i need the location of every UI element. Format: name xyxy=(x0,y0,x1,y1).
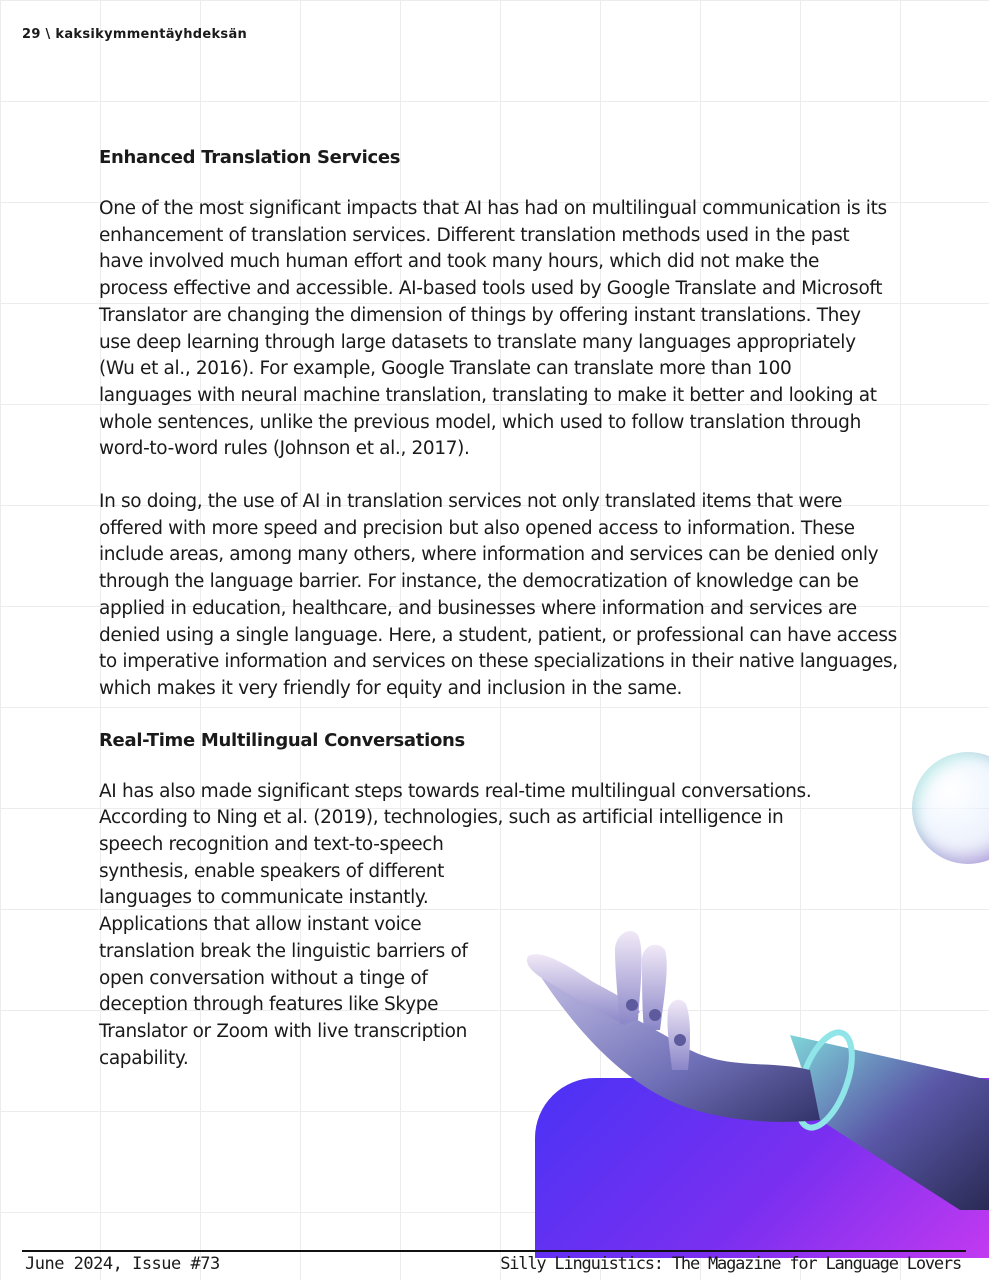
paragraph xyxy=(99,779,889,1073)
footer-divider xyxy=(22,1250,966,1252)
footer-issue: June 2024, Issue #73 xyxy=(25,1254,220,1274)
paragraph: One of the most significant impacts that AI has had on multilingual communication is its enhancement of translation services. Different translation methods used in the past have involved much human effort and took many hours, which did not make the process effective and accessible. AI-based tools used by Google Translate and Microsoft Translator are changing the dimension of things by offering instant translations. They use deep learning through large datasets to translate many languages appropriately (Wu et al., 2016). For example, Google Translate can translate more than 100 languages with neural machine translation, translating to make it better and looking at whole sentences, unlike the previous model, which used to follow translation through word-to-word rules (Johnson et al., 2017). xyxy=(99,198,887,460)
footer-magazine-title: Silly Linguistics: The Magazine for Language Lovers xyxy=(500,1254,961,1274)
paragraph: In so doing, the use of AI in translation services not only translated items that were offered with more speed and precision but also opened access to information. These include areas, among many others, where information and services can be denied only through the language barrier. For instance, the democratization of knowledge can be applied in education, healthcare, and businesses where information and services are denied using a single language. Here, a student, patient, or professional can have access to imperative information and services on these specializations in their native languages, which makes it very friendly for equity and inclusion in the same. xyxy=(99,491,898,699)
section-heading-translation-services: Enhanced Translation Services xyxy=(99,147,401,168)
soap-bubble-decoration xyxy=(912,752,989,864)
section-heading-realtime-conversations: Real-Time Multilingual Conversations xyxy=(99,729,465,751)
paragraph-tail: speech recognition and text-to-speech synthesis, enable speakers of different languages to communicate instantly. Applications that allow instant voice translation break the linguistic barriers of open conversation without a tinge of deception through features like Skype Translator or Zoom with live transcription capability. xyxy=(99,834,468,1069)
article-body xyxy=(99,146,899,1098)
page-number-label: 29 \ kaksikymmentäyhdeksän xyxy=(22,27,248,42)
paragraph-lead: AI has also made significant steps towards real-time multilingual conversations. According to Ning et al. (2019), technologies, such as artificial intelligence in xyxy=(99,780,812,829)
